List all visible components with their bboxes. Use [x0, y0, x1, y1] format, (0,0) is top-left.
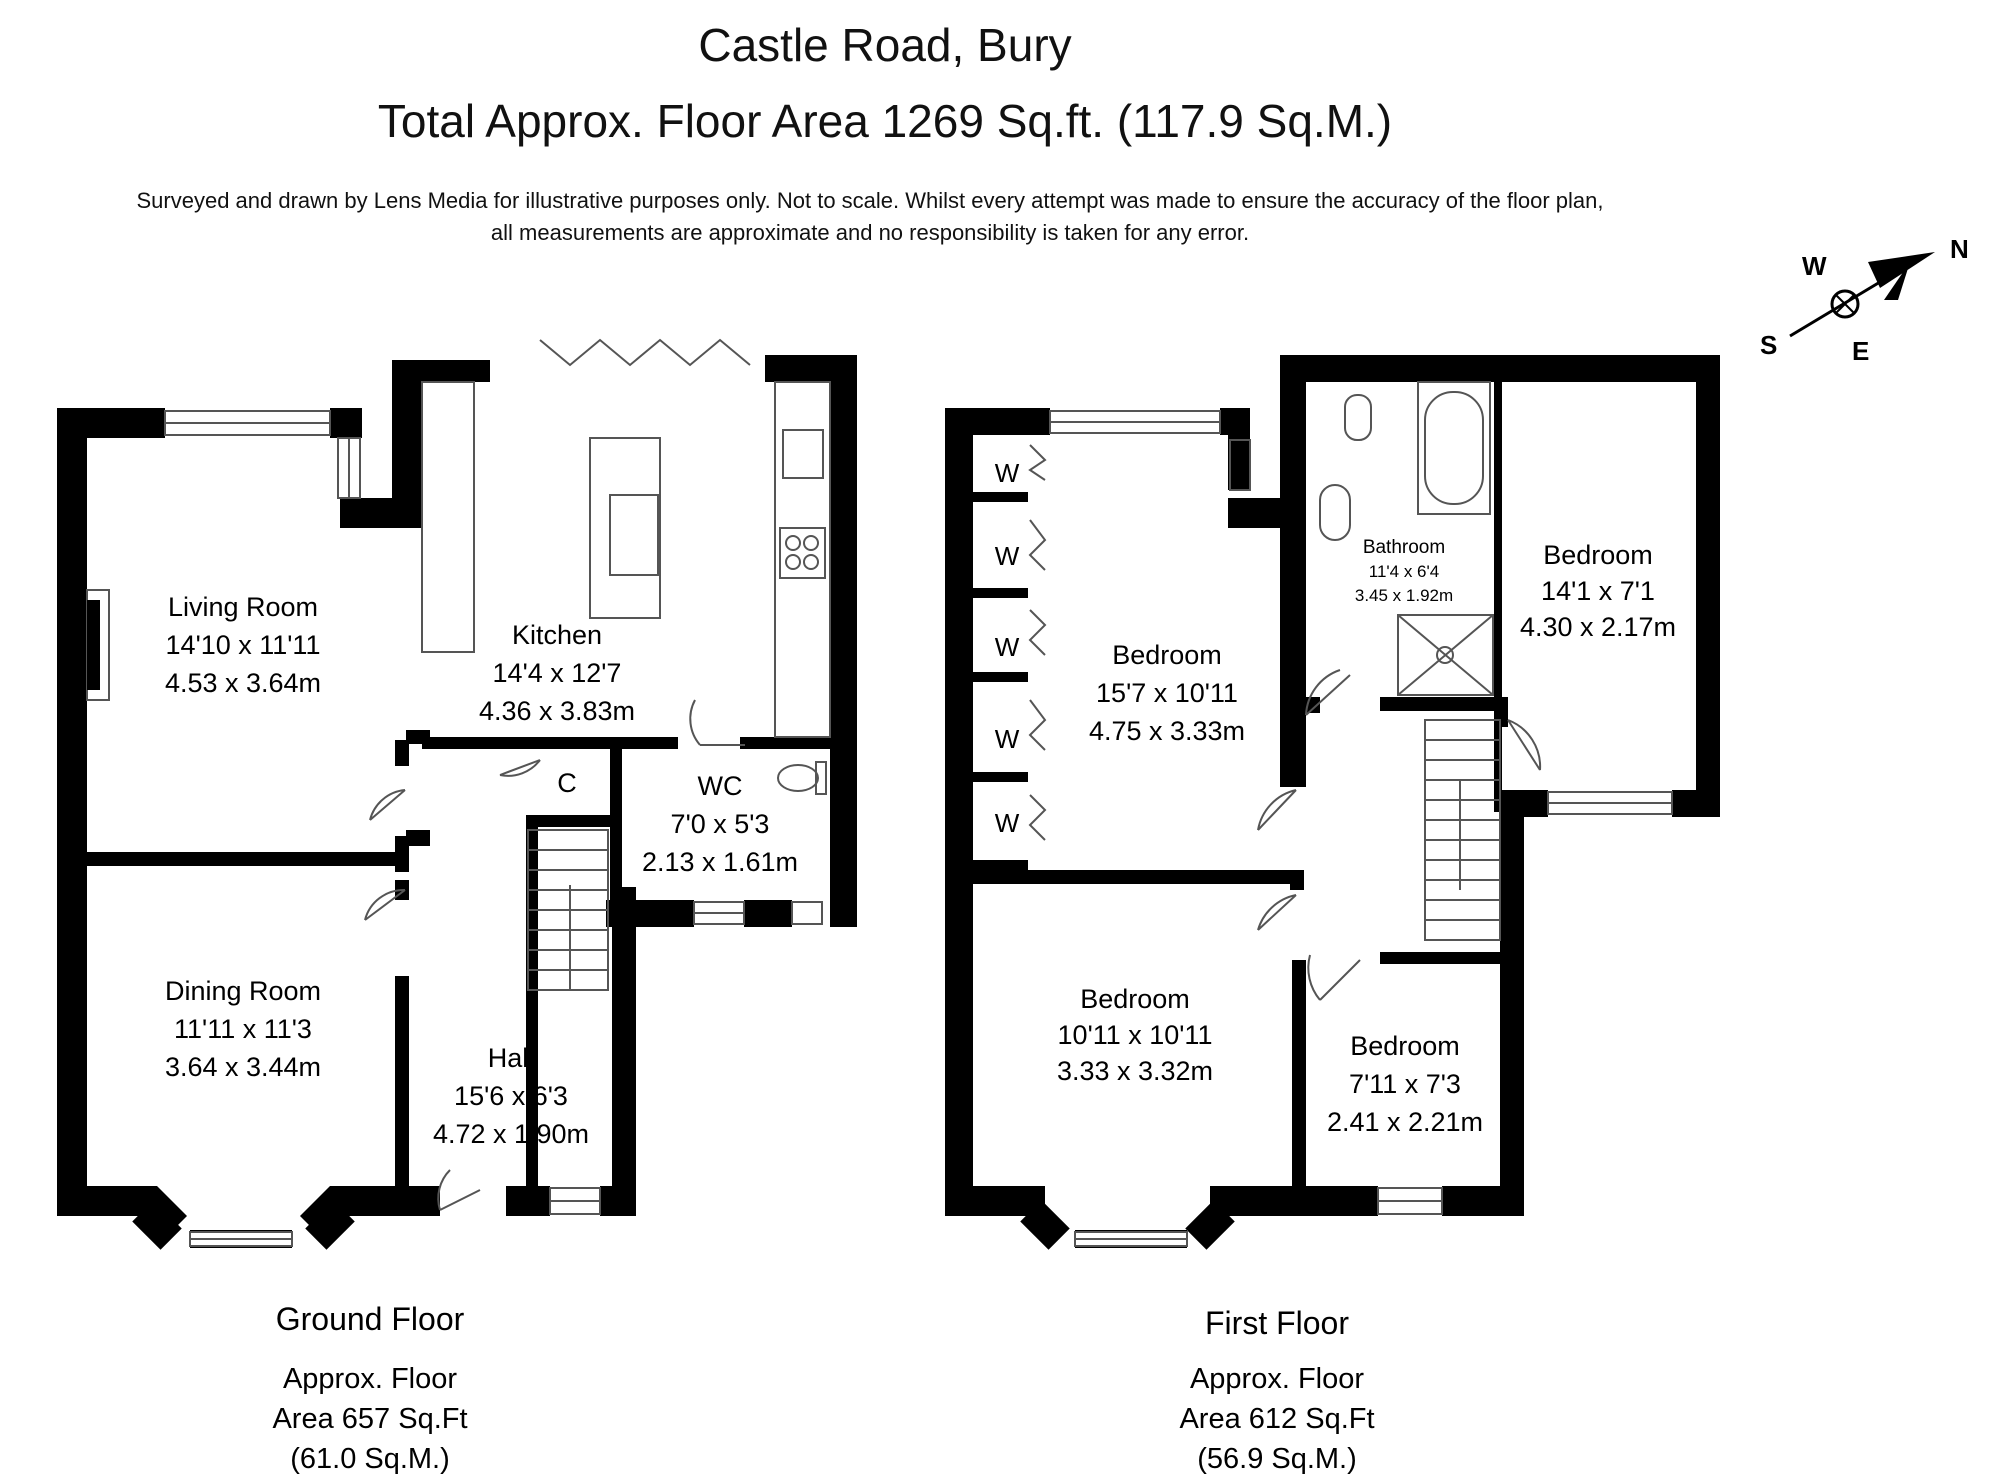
total-floor-area: Total Approx. Floor Area 1269 Sq.ft. (117.9 Sq.M.) [377, 95, 1393, 147]
room-name: Dining Room [164, 976, 322, 1006]
room-metric: 4.72 x 1.90m [432, 1119, 590, 1149]
ground-floor-caption [272, 1301, 467, 1475]
room-metric: 3.45 x 1.92m [1354, 586, 1454, 605]
floor-area-line: (56.9 Sq.M.) [1197, 1443, 1357, 1475]
room-imperial: 14'4 x 12'7 [492, 658, 622, 688]
room-label-bedroom-4 [1327, 1031, 1483, 1137]
floor-label: First Floor [1205, 1305, 1349, 1341]
compass-north: N [1950, 234, 1969, 264]
floor-area-line: Approx. Floor [282, 1363, 458, 1395]
room-label-living [165, 592, 321, 698]
room-imperial: 11'11 x 11'3 [174, 1014, 312, 1044]
room-name: Bedroom [1112, 640, 1222, 670]
room-label-kitchen [479, 620, 635, 726]
room-label-bathroom [1355, 537, 1453, 605]
floor-area-line: Approx. Floor [1189, 1363, 1365, 1395]
room-label-bedroom-3 [1057, 984, 1213, 1086]
room-metric: 3.64 x 3.44m [164, 1052, 322, 1082]
wardrobe-label: W [994, 632, 1020, 662]
floor-area-line: Area 657 Sq.Ft [272, 1403, 468, 1435]
compass-south: S [1760, 330, 1778, 360]
room-imperial: 14'1 x 7'1 [1541, 576, 1655, 606]
room-name: WC [697, 771, 743, 801]
room-name: Bathroom [1362, 537, 1446, 558]
room-name: C [557, 768, 577, 798]
room-name: Hall [487, 1043, 535, 1073]
floor-area-line: Area 612 Sq.Ft [1179, 1403, 1375, 1435]
room-label-wc [642, 771, 798, 877]
first-floor-caption [1179, 1305, 1374, 1475]
wardrobe-label: W [994, 458, 1020, 488]
room-name: Living Room [167, 592, 319, 622]
room-name: Bedroom [1543, 540, 1653, 570]
compass-west: W [1802, 251, 1827, 281]
room-metric: 4.30 x 2.17m [1519, 612, 1677, 642]
room-metric: 3.33 x 3.32m [1056, 1056, 1214, 1086]
room-label-bedroom-2 [1520, 540, 1676, 642]
room-imperial: 7'0 x 5'3 [670, 809, 770, 839]
ground-floor-plan [57, 355, 857, 1250]
room-label-hall [433, 1043, 589, 1149]
room-imperial: 11'4 x 6'4 [1368, 562, 1440, 581]
room-imperial: 15'7 x 10'11 [1096, 678, 1238, 708]
room-label-cupboard [557, 768, 577, 798]
room-name: Bedroom [1350, 1031, 1460, 1061]
compass-east: E [1852, 336, 1870, 366]
disclaimer-line-1: Surveyed and drawn by Lens Media for illustrative purposes only. Not to scale. Whilst every attempt was made to ensure the accuracy of the floor plan, [136, 188, 1604, 213]
plan-title: Castle Road, Bury [698, 19, 1072, 71]
floor-label: Ground Floor [275, 1301, 465, 1337]
room-label-bedroom-1 [1089, 640, 1245, 746]
room-metric: 4.53 x 3.64m [164, 668, 322, 698]
room-imperial: 14'10 x 11'11 [165, 630, 321, 660]
disclaimer-line-2: all measurements are approximate and no responsibility is taken for any error. [490, 220, 1250, 245]
wardrobe-label: W [994, 808, 1020, 838]
wardrobe-label: W [994, 724, 1020, 754]
room-label-dining [165, 976, 321, 1082]
room-name: Bedroom [1080, 984, 1190, 1014]
wardrobe-label: W [994, 541, 1020, 571]
room-metric: 2.13 x 1.61m [641, 847, 799, 877]
floor-area-line: (61.0 Sq.M.) [290, 1443, 450, 1475]
room-imperial: 10'11 x 10'11 [1057, 1020, 1213, 1050]
room-metric: 4.75 x 3.33m [1088, 716, 1246, 746]
compass-icon [1760, 234, 1969, 366]
room-imperial: 15'6 x 6'3 [454, 1081, 568, 1111]
room-metric: 2.41 x 2.21m [1326, 1107, 1484, 1137]
room-name: Kitchen [511, 620, 603, 650]
room-metric: 4.36 x 3.83m [478, 696, 636, 726]
room-imperial: 7'11 x 7'3 [1349, 1069, 1461, 1099]
